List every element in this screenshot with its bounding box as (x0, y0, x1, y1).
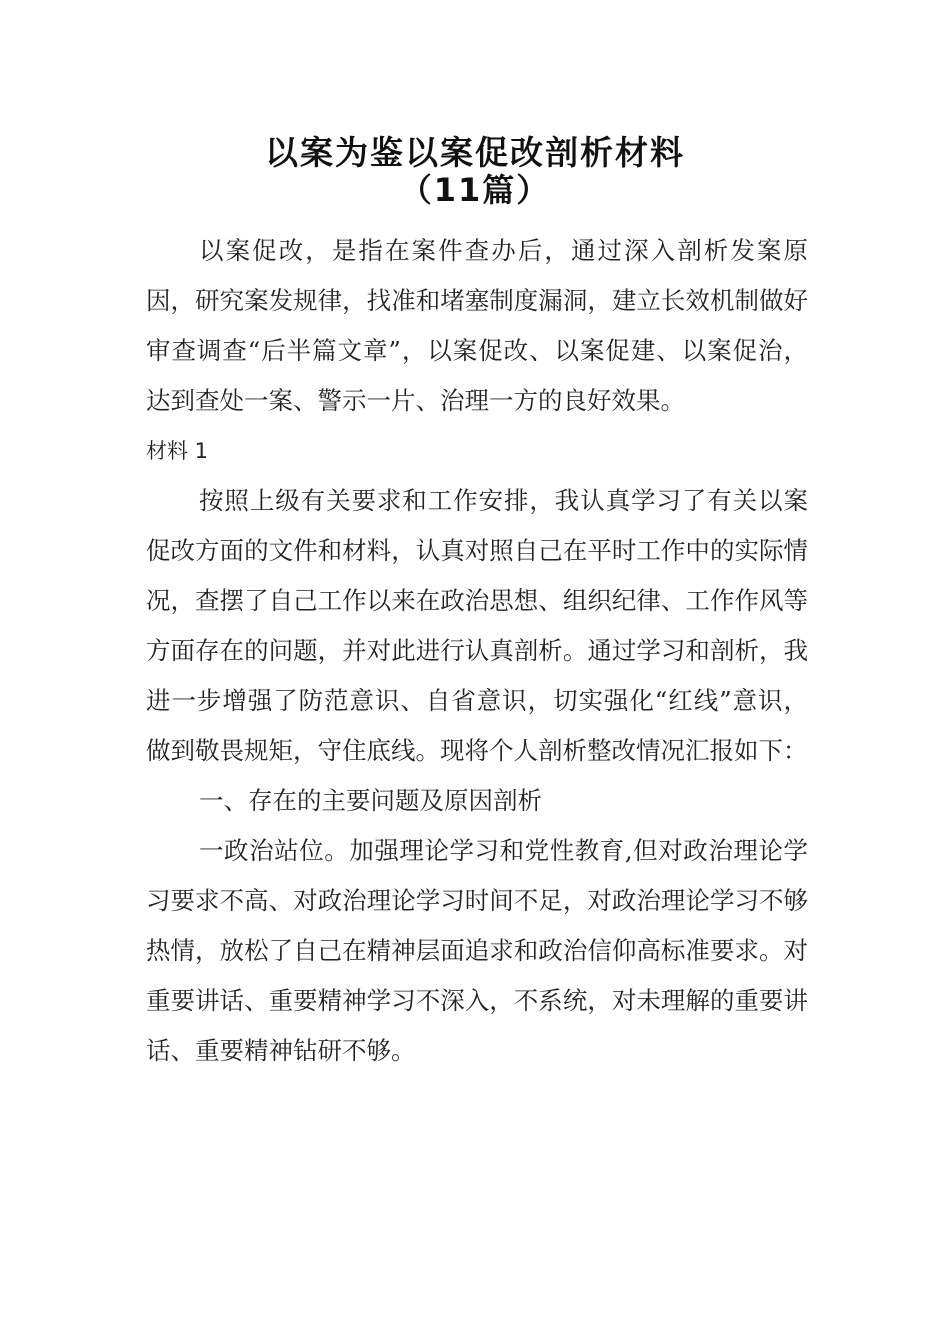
document-body (146, 226, 808, 1076)
document-subtitle: （11篇） (399, 171, 551, 209)
heading-1: 一、存在的主要问题及原因剖析 (199, 786, 542, 815)
section-label: 材料 1 (146, 439, 209, 463)
paragraph-1: 按照上级有关要求和工作安排，我认真学习了有关以案促改方面的文件和材料，认真对照自己在平时工作中的实际情况，查摆了自己工作以来在政治思想、组织纪律、工作作风等方面存在的问题，并对此进行认真剖析。通过学习和剖析，我进一步增强了防范意识、自省意识，切实强化“红线”意识，做到敬畏规矩，守住底线。现将个人剖析整改情况汇报如下： (146, 486, 808, 765)
paragraph-2: 一政治站位。加强理论学习和党性教育,但对政治理论学习要求不高、对政治理论学习时间不足，对政治理论学习不够热情，放松了自己在精神层面追求和政治信仰高标准要求。对重要讲话、重要精神学习不深入，不系统，对未理解的重要讲话、重要精神钻研不够。 (146, 836, 808, 1065)
intro-paragraph: 以案促改，是指在案件查办后，通过深入剖析发案原因，研究案发规律，找准和堵塞制度漏洞，建立长效机制做好审查调查“后半篇文章”，以案促改、以案促建、以案促治，达到查处一案、警示一片、治理一方的良好效果。 (146, 236, 808, 415)
document-title: 以案为鉴以案促改剖析材料 (265, 133, 685, 172)
